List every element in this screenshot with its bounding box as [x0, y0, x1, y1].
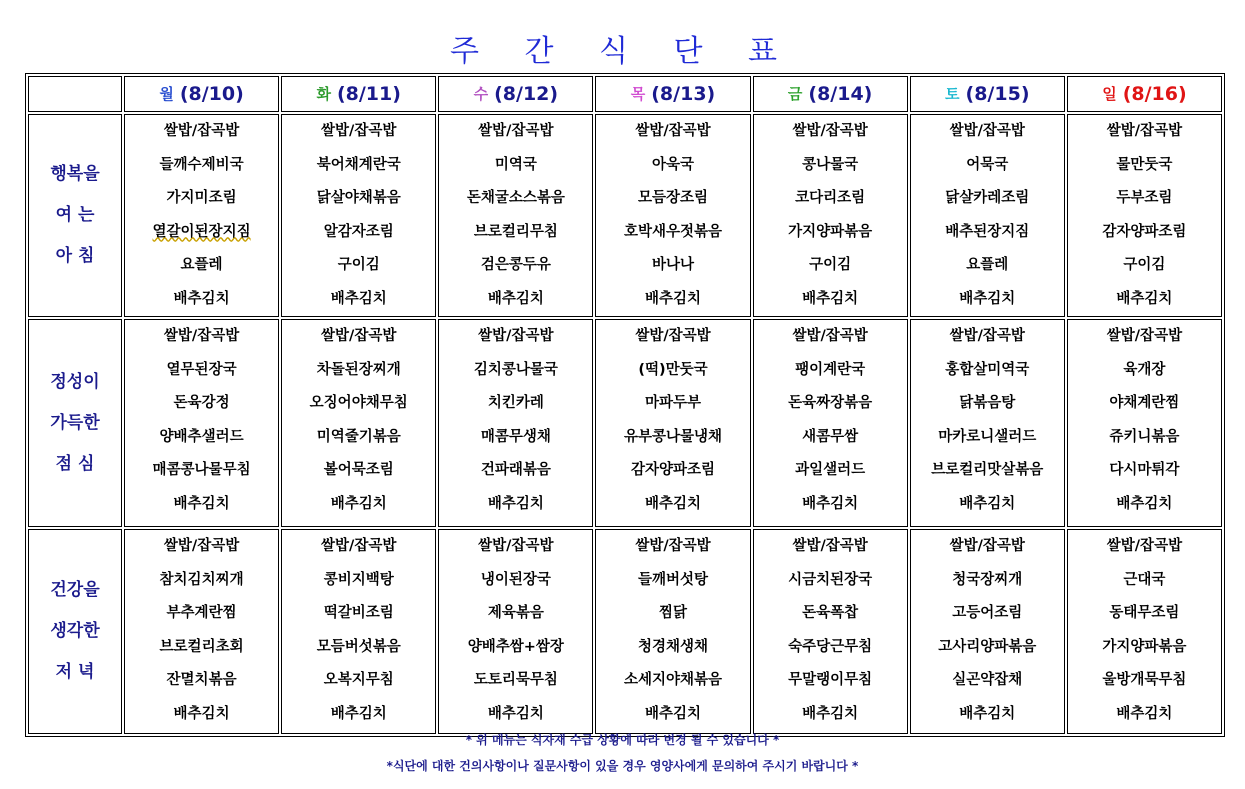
menu-item: 소세지야채볶음 [623, 672, 723, 688]
meal-label-line: 여 는 [55, 205, 95, 225]
meal-label-line: 점 심 [55, 453, 95, 474]
menu-item: 물만둣국 [1116, 156, 1173, 173]
menu-item: 양배추샐러드 [159, 428, 244, 445]
menu-item: (떡)만둣국 [638, 361, 708, 378]
menu-item: 쌀밥/잡곡밥 [321, 123, 397, 139]
meal-row-breakfast [28, 114, 1222, 317]
menu-item: 청국장찌개 [952, 571, 1023, 588]
menu-item: 닭살야채볶음 [316, 190, 401, 206]
meal-label-lunch [28, 319, 122, 527]
menu-item: 쌀밥/잡곡밥 [163, 123, 240, 139]
day-date: (8/13) [651, 83, 716, 105]
menu-item: 떡갈비조림 [323, 605, 394, 621]
menu-item: 차돌된장찌개 [316, 361, 401, 378]
menu-item: 호박새우젓볶음 [623, 223, 723, 240]
menu-item: 쌀밥/잡곡밥 [635, 328, 711, 344]
menu-item: 배추김치 [487, 290, 544, 307]
menu-cell-lunch-fri [753, 319, 908, 527]
meal-label-line: 저 녁 [55, 662, 95, 682]
menu-item: 미역줄기볶음 [316, 428, 401, 445]
weekly-menu-table [25, 73, 1225, 737]
menu-item: 배추김치 [1116, 495, 1173, 512]
menu-cell-dinner-fri [753, 529, 908, 734]
meal-row-dinner [28, 529, 1222, 734]
menu-item: 배추김치 [959, 290, 1016, 307]
menu-item: 배추김치 [330, 705, 387, 722]
day-date: (8/11) [336, 83, 401, 105]
meal-label-line: 가득한 [50, 412, 100, 433]
day-header-mon [124, 76, 279, 112]
day-header-sat [910, 76, 1065, 112]
menu-item: 검은콩두유 [480, 257, 551, 273]
menu-item: 돈채굴소스볶음 [466, 190, 565, 206]
menu-item: 요플레 [966, 257, 1009, 273]
menu-item: 콩비지백탕 [323, 571, 394, 588]
menu-item: 배추김치 [802, 495, 859, 512]
menu-item: 숙주당근무침 [788, 638, 873, 655]
menu-item: 매콤콩나물무침 [152, 462, 251, 478]
menu-item: 야채계란찜 [1109, 395, 1180, 411]
menu-item: 무말랭이무침 [788, 672, 873, 688]
menu-item: 배추김치 [802, 705, 859, 722]
menu-item: 쌀밥/잡곡밥 [949, 123, 1025, 139]
meal-label-line: 행복을 [50, 164, 100, 184]
menu-cell-breakfast-sat [910, 114, 1065, 317]
menu-item: 배추김치 [487, 495, 544, 512]
meal-label-breakfast [28, 114, 122, 317]
meal-label-dinner [28, 529, 122, 734]
menu-cell-breakfast-wed [438, 114, 593, 317]
menu-item: 배추김치 [330, 495, 387, 512]
day-date: (8/15) [965, 83, 1030, 105]
menu-item: 가지미조림 [166, 190, 237, 206]
day-badge-icon: 수 [473, 85, 489, 103]
menu-cell-lunch-mon [124, 319, 279, 527]
menu-cell-lunch-tue [281, 319, 436, 527]
menu-cell-dinner-sat [910, 529, 1065, 734]
menu-item: 잔멸치볶음 [166, 672, 237, 688]
menu-item: 쌀밥/잡곡밥 [792, 123, 868, 139]
day-badge-icon: 월 [159, 85, 174, 103]
menu-item: 브로컬리맛살볶음 [931, 462, 1044, 478]
menu-item: 마파두부 [644, 395, 701, 411]
menu-cell-breakfast-tue [281, 114, 436, 317]
menu-item: 배추김치 [330, 290, 387, 307]
day-badge-icon: 일 [1102, 85, 1117, 103]
menu-item: 배추김치 [959, 705, 1016, 722]
menu-item: 동태무조림 [1109, 605, 1180, 621]
menu-item: 콩나물국 [802, 156, 859, 173]
menu-cell-breakfast-sun [1067, 114, 1222, 317]
menu-cell-dinner-mon [124, 529, 279, 734]
menu-item: 쌀밥/잡곡밥 [321, 538, 397, 554]
menu-item: 어묵국 [966, 156, 1009, 173]
menu-item: 구이김 [809, 257, 852, 273]
day-date: (8/14) [808, 83, 873, 105]
day-header-sun [1067, 76, 1222, 112]
menu-item: 배추김치 [959, 495, 1016, 512]
menu-item: 구이김 [337, 257, 380, 273]
day-date: (8/12) [494, 83, 559, 105]
day-badge-icon: 토 [945, 85, 960, 103]
menu-item: 고등어조림 [952, 605, 1023, 621]
day-header-tue [281, 76, 436, 112]
menu-item: 유부콩나물냉채 [623, 428, 723, 445]
page-title: 주 간 식 단 표 [449, 34, 796, 69]
menu-item: 과일샐러드 [795, 462, 866, 478]
menu-cell-lunch-thu [595, 319, 750, 527]
menu-item: 들깨수제비국 [159, 156, 244, 173]
corner-cell [28, 76, 122, 112]
menu-item: 가지양파볶음 [788, 223, 873, 240]
menu-item: 구이김 [1123, 257, 1166, 273]
menu-item: 홍합살미역국 [945, 361, 1030, 378]
menu-item: 감자양파조림 [1102, 223, 1187, 240]
menu-item: 알감자조림 [323, 223, 394, 240]
menu-item: 마카로니샐러드 [938, 428, 1037, 445]
day-date: (8/16) [1122, 83, 1187, 105]
menu-item: 배추김치 [1116, 705, 1173, 722]
menu-cell-dinner-wed [438, 529, 593, 734]
menu-item: 배추김치 [173, 290, 230, 307]
menu-item: 쌀밥/잡곡밥 [949, 538, 1025, 554]
menu-item: 브로컬리초회 [159, 638, 244, 655]
menu-item: 고사리양파볶음 [938, 638, 1037, 655]
menu-item: 모듬장조림 [637, 190, 709, 206]
menu-item: 치킨카레 [487, 395, 544, 411]
menu-item: 냉이된장국 [480, 571, 551, 588]
menu-item: 배추김치 [173, 495, 230, 512]
day-header-row [28, 76, 1222, 112]
meal-label-line: 아 침 [55, 246, 95, 266]
day-badge-icon: 화 [316, 85, 331, 103]
menu-item: 다시마튀각 [1109, 462, 1180, 478]
menu-item: 부추계란찜 [166, 605, 237, 621]
day-header-wed [438, 76, 593, 112]
menu-item: 북어채계란국 [316, 156, 401, 173]
menu-cell-dinner-tue [281, 529, 436, 734]
menu-item: 쌀밥/잡곡밥 [1106, 123, 1183, 139]
day-date: (8/10) [179, 83, 244, 105]
menu-item: 돈육강정 [173, 395, 230, 411]
menu-item: 쌀밥/잡곡밥 [792, 328, 868, 344]
menu-item: 돈육짜장볶음 [788, 395, 873, 411]
menu-item: 새콤무쌈 [802, 428, 859, 445]
menu-item: 코다리조림 [795, 190, 866, 206]
menu-cell-lunch-sat [910, 319, 1065, 527]
day-header-thu [595, 76, 750, 112]
menu-item: 쌀밥/잡곡밥 [635, 538, 711, 554]
day-header-fri [753, 76, 908, 112]
day-badge-icon: 목 [630, 85, 646, 103]
day-badge-icon: 금 [787, 85, 803, 103]
menu-item: 팽이계란국 [795, 361, 866, 378]
menu-item: 쌀밥/잡곡밥 [949, 328, 1025, 344]
menu-item: 매콤무생채 [480, 428, 551, 445]
menu-item: 양배추쌈+쌈장 [467, 638, 564, 655]
menu-item: 쌀밥/잡곡밥 [478, 538, 554, 554]
menu-cell-dinner-sun [1067, 529, 1222, 734]
menu-cell-breakfast-thu [595, 114, 750, 317]
menu-item: 배추김치 [644, 495, 701, 512]
menu-item: 도토리묵무침 [473, 672, 558, 688]
menu-item: 실곤약잡채 [952, 672, 1023, 688]
menu-item: 청경채생채 [637, 638, 709, 655]
menu-item: 배추된장지짐 [945, 223, 1030, 240]
meal-label-line: 생각한 [50, 621, 100, 641]
menu-item: 쌀밥/잡곡밥 [1106, 328, 1183, 344]
menu-item: 시금치된장국 [788, 571, 873, 588]
menu-item: 배추김치 [644, 705, 701, 722]
menu-item: 오징어야채무침 [309, 395, 408, 411]
menu-item: 오복지무침 [323, 672, 394, 688]
menu-item: 쌀밥/잡곡밥 [478, 328, 554, 344]
menu-item: 근대국 [1123, 571, 1166, 588]
menu-item: 쌀밥/잡곡밥 [163, 538, 240, 554]
menu-cell-lunch-sun [1067, 319, 1222, 527]
menu-cell-lunch-wed [438, 319, 593, 527]
menu-item: 배추김치 [1116, 290, 1173, 307]
menu-item: 제육볶음 [487, 605, 544, 621]
meal-label-line: 건강을 [50, 580, 100, 600]
menu-change-notice: * 위 메뉴는 식자재 수급 상황에 따라 변경 될 수 있습니다 * [465, 733, 780, 747]
menu-cell-dinner-thu [595, 529, 750, 734]
menu-item: 요플레 [180, 257, 223, 273]
menu-item: 미역국 [494, 156, 537, 173]
menu-item: 닭볶음탕 [959, 395, 1016, 411]
menu-item: 브로컬리무침 [473, 223, 558, 240]
menu-item: 쌀밥/잡곡밥 [792, 538, 868, 554]
menu-item: 돈육폭찹 [802, 605, 859, 621]
menu-item: 쌀밥/잡곡밥 [478, 123, 554, 139]
menu-item: 배추김치 [173, 705, 230, 722]
menu-item: 참치김치찌개 [159, 571, 244, 588]
menu-item: 울방개묵무침 [1102, 672, 1187, 688]
menu-item: 쌀밥/잡곡밥 [163, 328, 240, 344]
menu-item: 두부조림 [1116, 190, 1173, 206]
menu-item: 배추김치 [644, 290, 701, 307]
menu-item: 닭살카레조림 [945, 190, 1030, 206]
menu-item: 볼어묵조림 [323, 462, 394, 478]
menu-item: 배추김치 [802, 290, 859, 307]
menu-item: 육개장 [1123, 361, 1166, 378]
menu-item: 바나나 [651, 257, 694, 273]
menu-item: 들깨버섯탕 [637, 571, 709, 588]
meal-label-line: 정성이 [50, 371, 100, 392]
menu-item: 쌀밥/잡곡밥 [1106, 538, 1183, 554]
inquiry-notice: *식단에 대한 건의사항이나 질문사항이 있을 경우 영양사에게 문의하여 주시기 바랍니다 * [386, 759, 859, 773]
menu-item: 건파래볶음 [480, 462, 551, 478]
menu-cell-breakfast-fri [753, 114, 908, 317]
menu-item: 열갈이된장지짐 [152, 223, 251, 240]
menu-cell-breakfast-mon [124, 114, 279, 317]
menu-item: 김치콩나물국 [473, 361, 558, 378]
menu-item: 감자양파조림 [630, 462, 716, 478]
meal-row-lunch [28, 319, 1222, 527]
menu-item: 가지양파볶음 [1102, 638, 1187, 655]
menu-item: 모듬버섯볶음 [316, 638, 401, 655]
menu-item: 아욱국 [651, 156, 694, 173]
menu-item: 열무된장국 [166, 361, 237, 378]
menu-item: 찜닭 [658, 605, 687, 621]
menu-item: 쌀밥/잡곡밥 [635, 123, 711, 139]
menu-item: 쌀밥/잡곡밥 [321, 328, 397, 344]
menu-item: 쥬키니볶음 [1109, 428, 1180, 445]
menu-item: 배추김치 [487, 705, 544, 722]
